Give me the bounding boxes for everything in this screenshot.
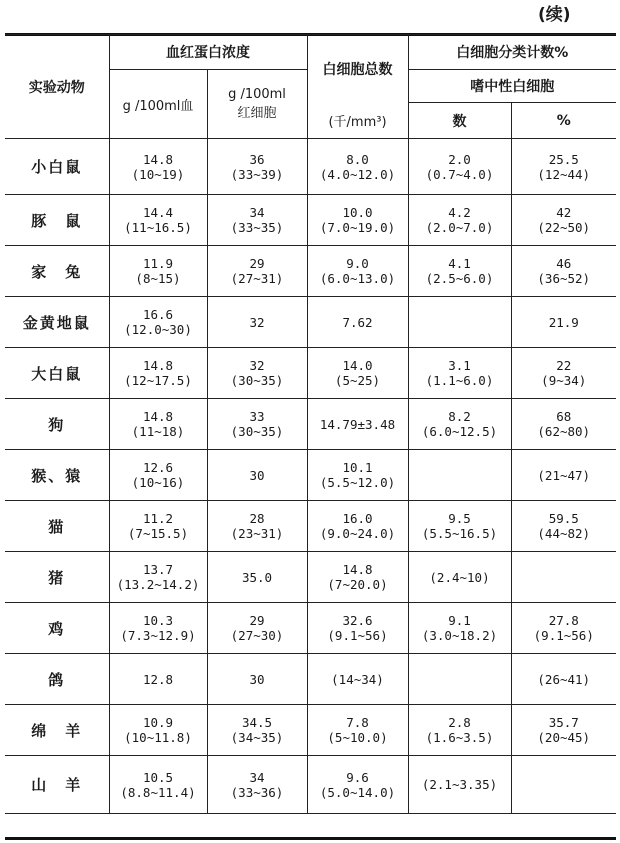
cell-cnt	[408, 348, 511, 399]
cell-value: 34	[249, 205, 265, 220]
cell-rbc	[207, 297, 307, 348]
cell-value: 36	[249, 151, 265, 167]
cell-range: (9.1~56)	[327, 628, 388, 643]
cell-pct	[511, 399, 616, 450]
cell-value: 14.8	[142, 409, 174, 424]
cell-range: (9~34)	[541, 373, 587, 388]
cell-range: (5.5~12.0)	[319, 475, 396, 490]
cell-value: 14.0	[342, 358, 373, 373]
cell-range: (5.5~16.5)	[421, 526, 498, 541]
cell-value: (14~34)	[331, 671, 384, 687]
header-hb-rbc-label: 红细胞	[237, 106, 277, 121]
table-row	[5, 195, 616, 246]
cell-range: (7~20.0)	[327, 577, 388, 592]
cell-range: (1.6~3.5)	[425, 730, 494, 745]
cell-value: 10.0	[342, 205, 373, 220]
cell-range: (20~45)	[537, 730, 591, 745]
cell-value: 8.2	[448, 409, 471, 424]
cell-range: (0.7~4.0)	[425, 166, 494, 182]
cell-hb	[109, 756, 207, 814]
animal-name: 猫	[5, 501, 109, 552]
cell-cnt	[408, 552, 511, 603]
header-hemoglobin: 血红蛋白浓度	[109, 35, 307, 70]
animal-name: 猪	[5, 552, 109, 603]
cell-rbc	[207, 139, 307, 195]
cell-value: 59.5	[548, 511, 579, 526]
cell-range: (12~44)	[537, 166, 591, 182]
cell-pct	[511, 297, 616, 348]
cell-value: 9.5	[448, 511, 471, 526]
cell-value: 32	[249, 358, 265, 373]
animal-name: 山 羊	[5, 756, 109, 814]
cell-value: 10.1	[342, 460, 373, 475]
cell-range: (33~39)	[230, 166, 284, 182]
cell-range: (8~15)	[135, 271, 181, 286]
cell-value: 25.5	[548, 151, 579, 167]
cell-pct	[511, 756, 616, 814]
cell-range: (12.0~30)	[124, 322, 192, 337]
cell-value: 7.8	[346, 715, 369, 730]
cell-value: 29	[249, 256, 265, 271]
cell-hb	[109, 399, 207, 450]
cell-value: 27.8	[548, 613, 579, 628]
header-count: 数	[408, 103, 511, 139]
continued-label: (续)	[538, 5, 571, 25]
cell-hb	[109, 297, 207, 348]
cell-hb	[109, 348, 207, 399]
cell-cnt	[408, 399, 511, 450]
table-row	[5, 603, 616, 654]
cell-value: 9.0	[346, 256, 369, 271]
cell-wbc	[307, 246, 408, 297]
table-row	[5, 246, 616, 297]
cell-hb	[109, 654, 207, 705]
cell-pct	[511, 195, 616, 246]
cell-rbc	[207, 348, 307, 399]
cell-value: 12.8	[142, 671, 174, 687]
cell-range: (1.1~6.0)	[425, 373, 494, 388]
cell-value: 8.0	[346, 151, 369, 167]
cell-range: (8.8~11.4)	[120, 784, 196, 800]
cell-value: (2.4~10)	[429, 569, 490, 585]
cell-wbc	[307, 552, 408, 603]
cell-value: 4.2	[448, 205, 471, 220]
cell-value: 14.8	[342, 562, 373, 577]
cell-cnt	[408, 654, 511, 705]
cell-pct	[511, 654, 616, 705]
cell-range: (6.0~13.0)	[319, 271, 396, 286]
cell-range: (5~10.0)	[327, 730, 388, 745]
cell-wbc	[307, 139, 408, 195]
cell-rbc	[207, 552, 307, 603]
cell-wbc	[307, 501, 408, 552]
cell-range: (44~82)	[537, 526, 591, 541]
cell-value: 46	[556, 256, 572, 271]
cell-value: 22	[556, 358, 572, 373]
cell-value: 68	[556, 409, 572, 424]
cell-range: (33~35)	[230, 220, 284, 235]
cell-wbc	[307, 654, 408, 705]
cell-value: 30	[249, 467, 265, 483]
cell-hb	[109, 246, 207, 297]
table-row	[5, 654, 616, 705]
cell-rbc	[207, 603, 307, 654]
animal-name: 豚 鼠	[5, 195, 109, 246]
cell-range: (10~16)	[131, 475, 185, 490]
table-row	[5, 552, 616, 603]
cell-range: (3.0~18.2)	[421, 628, 498, 643]
cell-value: 14.79±3.48	[319, 416, 396, 432]
cell-rbc	[207, 450, 307, 501]
cell-value: 14.8	[142, 358, 174, 373]
header-neutrophil: 嗜中性白细胞	[408, 70, 616, 103]
cell-hb	[109, 450, 207, 501]
cell-range: (6.0~12.5)	[421, 424, 498, 439]
animal-name: 大白鼠	[5, 348, 109, 399]
cell-value: 13.7	[142, 562, 174, 577]
cell-value: 32	[249, 314, 265, 330]
table-row	[5, 348, 616, 399]
cell-value: 2.8	[448, 715, 471, 730]
cell-value: 34.5	[241, 715, 273, 730]
cell-value: 12.6	[142, 460, 174, 475]
table-body	[5, 139, 616, 814]
cell-pct	[511, 705, 616, 756]
cell-rbc	[207, 756, 307, 814]
cell-range: (9.1~56)	[533, 628, 594, 643]
cell-range: (27~31)	[230, 271, 284, 286]
cell-range: (7.3~12.9)	[120, 628, 196, 643]
cell-range: (30~35)	[230, 373, 284, 388]
cell-range: (23~31)	[230, 526, 284, 541]
cell-wbc	[307, 705, 408, 756]
cell-rbc	[207, 399, 307, 450]
cell-value: 29	[249, 613, 265, 628]
table-row	[5, 501, 616, 552]
cell-value: 32.6	[342, 613, 373, 628]
cell-cnt	[408, 139, 511, 195]
cell-rbc	[207, 705, 307, 756]
cell-value: 21.9	[548, 314, 579, 330]
cell-wbc	[307, 348, 408, 399]
table-row	[5, 756, 616, 814]
cell-range: (10~19)	[131, 166, 185, 182]
cell-range: (22~50)	[537, 220, 591, 235]
cell-cnt	[408, 705, 511, 756]
cell-cnt	[408, 246, 511, 297]
cell-range: (2.5~6.0)	[425, 271, 494, 286]
cell-hb	[109, 195, 207, 246]
cell-value: 30	[249, 671, 265, 687]
animal-name: 猴、猿	[5, 450, 109, 501]
cell-pct	[511, 450, 616, 501]
cell-range: (27~30)	[230, 628, 284, 643]
cell-value: (2.1~3.35)	[421, 777, 498, 792]
cell-value: 4.1	[448, 256, 471, 271]
table-row	[5, 450, 616, 501]
cell-value: (26~41)	[537, 671, 591, 687]
cell-cnt	[408, 603, 511, 654]
cell-range: (7.0~19.0)	[319, 220, 396, 235]
cell-hb	[109, 501, 207, 552]
cell-range: (10~11.8)	[124, 730, 192, 745]
animal-name: 鸽	[5, 654, 109, 705]
cell-value: 42	[556, 205, 572, 220]
cell-value: 7.62	[342, 314, 373, 330]
cell-rbc	[207, 501, 307, 552]
cell-range: (33~36)	[230, 784, 284, 800]
cell-range: (2.0~7.0)	[425, 220, 494, 235]
cell-range: (13.2~14.2)	[116, 577, 200, 592]
cell-cnt	[408, 450, 511, 501]
cell-hb	[109, 552, 207, 603]
header-animal: 实验动物	[5, 35, 109, 139]
cell-range: (5.0~14.0)	[319, 784, 396, 800]
header-wbc-total: 白细胞总数	[307, 35, 408, 103]
cell-cnt	[408, 195, 511, 246]
cell-value: 10.3	[142, 613, 174, 628]
cell-wbc	[307, 603, 408, 654]
cell-pct	[511, 246, 616, 297]
cell-wbc	[307, 399, 408, 450]
cell-hb	[109, 705, 207, 756]
cell-range: (62~80)	[537, 424, 591, 439]
cell-value: 11.9	[142, 256, 174, 271]
cell-pct	[511, 603, 616, 654]
cell-pct	[511, 139, 616, 195]
animal-name: 小白鼠	[5, 139, 109, 195]
cell-value: 3.1	[448, 358, 471, 373]
blood-values-table	[5, 34, 616, 814]
cell-pct	[511, 552, 616, 603]
header-wbc-class: 白细胞分类计数%	[408, 35, 616, 70]
cell-value: 10.5	[142, 769, 174, 785]
cell-value: 34	[249, 769, 265, 785]
header-hb-blood: g /100ml血	[109, 70, 207, 139]
cell-value: 14.8	[142, 151, 174, 167]
cell-range: (5~25)	[334, 373, 381, 388]
header-hb-rbc-unit: g /100ml	[228, 87, 286, 102]
cell-rbc	[207, 246, 307, 297]
cell-range: (4.0~12.0)	[319, 166, 396, 182]
cell-cnt	[408, 756, 511, 814]
animal-name: 金黄地鼠	[5, 297, 109, 348]
cell-rbc	[207, 195, 307, 246]
cell-cnt	[408, 501, 511, 552]
cell-cnt	[408, 297, 511, 348]
table-row	[5, 705, 616, 756]
cell-rbc	[207, 654, 307, 705]
cell-value: 14.4	[142, 205, 174, 220]
cell-value: 16.0	[342, 511, 373, 526]
cell-value: 33	[249, 409, 265, 424]
cell-wbc	[307, 450, 408, 501]
header-hb-rbc	[207, 70, 307, 139]
table-row	[5, 399, 616, 450]
cell-value: 35.0	[241, 569, 273, 585]
cell-wbc	[307, 756, 408, 814]
cell-range: (12~17.5)	[124, 373, 192, 388]
cell-value: 10.9	[142, 715, 174, 730]
animal-name: 家 兔	[5, 246, 109, 297]
animal-name: 狗	[5, 399, 109, 450]
cell-pct	[511, 348, 616, 399]
cell-hb	[109, 139, 207, 195]
cell-value: 35.7	[548, 715, 579, 730]
bottom-rule	[5, 837, 616, 840]
animal-name: 鸡	[5, 603, 109, 654]
cell-value: (21~47)	[537, 467, 591, 483]
cell-wbc	[307, 297, 408, 348]
cell-range: (7~15.5)	[127, 526, 189, 541]
cell-range: (30~35)	[230, 424, 284, 439]
cell-hb	[109, 603, 207, 654]
cell-value: 9.1	[448, 613, 471, 628]
cell-range: (11~18)	[131, 424, 185, 439]
cell-range: (36~52)	[537, 271, 591, 286]
cell-value: 28	[249, 511, 265, 526]
header-wbc-unit: (千/mm³)	[307, 103, 408, 139]
table-row	[5, 297, 616, 348]
header-percent: %	[511, 103, 616, 139]
cell-range: (9.0~24.0)	[319, 526, 396, 541]
animal-name: 绵 羊	[5, 705, 109, 756]
cell-range: (11~16.5)	[124, 220, 192, 235]
cell-value: 9.6	[346, 769, 369, 785]
table-row	[5, 139, 616, 195]
cell-value: 16.6	[142, 307, 174, 322]
cell-value: 11.2	[142, 511, 174, 526]
cell-value: 2.0	[448, 151, 471, 167]
cell-pct	[511, 501, 616, 552]
cell-range: (34~35)	[230, 730, 284, 745]
cell-wbc	[307, 195, 408, 246]
